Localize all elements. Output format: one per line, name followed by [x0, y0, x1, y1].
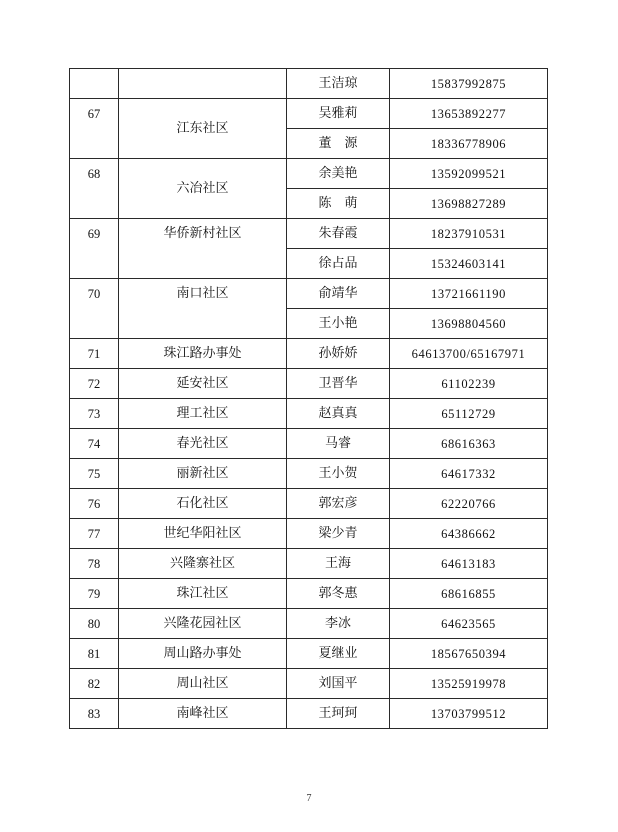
contact-name-cell: 徐占品	[287, 249, 390, 279]
phone-cell: 68616363	[390, 429, 548, 459]
phone-cell: 62220766	[390, 489, 548, 519]
unit-cell: 六冶社区	[119, 159, 287, 219]
phone-cell: 18336778906	[390, 129, 548, 159]
phone-cell: 15837992875	[390, 69, 548, 99]
table-row	[70, 69, 548, 99]
phone-cell: 13721661190	[390, 279, 548, 309]
table-row	[70, 519, 548, 549]
phone-cell: 13525919978	[390, 669, 548, 699]
table-row	[70, 639, 548, 669]
table-row	[70, 459, 548, 489]
contact-name-cell: 王小艳	[287, 309, 390, 339]
table-row	[70, 99, 548, 129]
phone-cell: 13698827289	[390, 189, 548, 219]
unit-cell: 丽新社区	[119, 459, 287, 489]
row-number-cell: 76	[70, 489, 119, 519]
unit-cell: 石化社区	[119, 489, 287, 519]
contact-name-cell: 赵真真	[287, 399, 390, 429]
contact-name-cell: 俞靖华	[287, 279, 390, 309]
table-row	[70, 609, 548, 639]
table-row	[70, 699, 548, 729]
table-row	[70, 549, 548, 579]
unit-cell: 珠江路办事处	[119, 339, 287, 369]
unit-cell: 理工社区	[119, 399, 287, 429]
row-number-cell: 82	[70, 669, 119, 699]
row-number-cell: 68	[70, 159, 119, 219]
table-row	[70, 579, 548, 609]
table-row	[70, 369, 548, 399]
unit-cell: 世纪华阳社区	[119, 519, 287, 549]
contact-name-cell: 郭宏彦	[287, 489, 390, 519]
table-row	[70, 429, 548, 459]
phone-cell: 64613700/65167971	[390, 339, 548, 369]
phone-cell: 68616855	[390, 579, 548, 609]
row-number-cell	[70, 69, 119, 99]
table-row	[70, 489, 548, 519]
table-row	[70, 159, 548, 189]
row-number-cell: 73	[70, 399, 119, 429]
row-number-cell: 75	[70, 459, 119, 489]
phone-cell: 64617332	[390, 459, 548, 489]
unit-cell: 周山社区	[119, 669, 287, 699]
phone-cell: 13653892277	[390, 99, 548, 129]
row-number-cell: 81	[70, 639, 119, 669]
unit-cell: 周山路办事处	[119, 639, 287, 669]
contact-name-cell: 董 源	[287, 129, 390, 159]
unit-cell: 春光社区	[119, 429, 287, 459]
contact-name-cell: 卫晋华	[287, 369, 390, 399]
contact-name-cell: 王洁琼	[287, 69, 390, 99]
unit-cell: 兴隆花园社区	[119, 609, 287, 639]
phone-cell: 18237910531	[390, 219, 548, 249]
contact-name-cell: 王小贺	[287, 459, 390, 489]
table-row	[70, 339, 548, 369]
contact-name-cell: 梁少青	[287, 519, 390, 549]
contact-name-cell: 马睿	[287, 429, 390, 459]
table-row	[70, 279, 548, 309]
row-number-cell: 79	[70, 579, 119, 609]
row-number-cell: 67	[70, 99, 119, 159]
contact-name-cell: 王海	[287, 549, 390, 579]
phone-cell: 64613183	[390, 549, 548, 579]
row-number-cell: 72	[70, 369, 119, 399]
contact-name-cell: 刘国平	[287, 669, 390, 699]
unit-cell: 华侨新村社区	[119, 219, 287, 279]
table-row	[70, 399, 548, 429]
row-number-cell: 78	[70, 549, 119, 579]
phone-cell: 13703799512	[390, 699, 548, 729]
page-number: 7	[306, 793, 312, 804]
unit-cell: 珠江社区	[119, 579, 287, 609]
row-number-cell: 69	[70, 219, 119, 279]
table-row	[70, 669, 548, 699]
row-number-cell: 74	[70, 429, 119, 459]
phone-cell: 13592099521	[390, 159, 548, 189]
contact-name-cell: 王珂珂	[287, 699, 390, 729]
phone-cell: 18567650394	[390, 639, 548, 669]
phone-cell: 64623565	[390, 609, 548, 639]
unit-cell: 兴隆寨社区	[119, 549, 287, 579]
contact-name-cell: 夏继业	[287, 639, 390, 669]
contact-name-cell: 吴雅莉	[287, 99, 390, 129]
row-number-cell: 70	[70, 279, 119, 339]
row-number-cell: 83	[70, 699, 119, 729]
row-number-cell: 80	[70, 609, 119, 639]
contact-name-cell: 李冰	[287, 609, 390, 639]
phone-cell: 61102239	[390, 369, 548, 399]
contact-name-cell: 朱春霞	[287, 219, 390, 249]
contact-name-cell: 陈 萌	[287, 189, 390, 219]
table-row	[70, 219, 548, 249]
contact-name-cell: 余美艳	[287, 159, 390, 189]
contact-table	[69, 68, 548, 729]
phone-cell: 13698804560	[390, 309, 548, 339]
unit-cell: 南口社区	[119, 279, 287, 339]
unit-cell: 南峰社区	[119, 699, 287, 729]
contact-name-cell: 孙娇娇	[287, 339, 390, 369]
contact-name-cell: 郭冬惠	[287, 579, 390, 609]
unit-cell: 延安社区	[119, 369, 287, 399]
unit-cell	[119, 69, 287, 99]
phone-cell: 65112729	[390, 399, 548, 429]
phone-cell: 15324603141	[390, 249, 548, 279]
unit-cell: 江东社区	[119, 99, 287, 159]
row-number-cell: 71	[70, 339, 119, 369]
row-number-cell: 77	[70, 519, 119, 549]
phone-cell: 64386662	[390, 519, 548, 549]
